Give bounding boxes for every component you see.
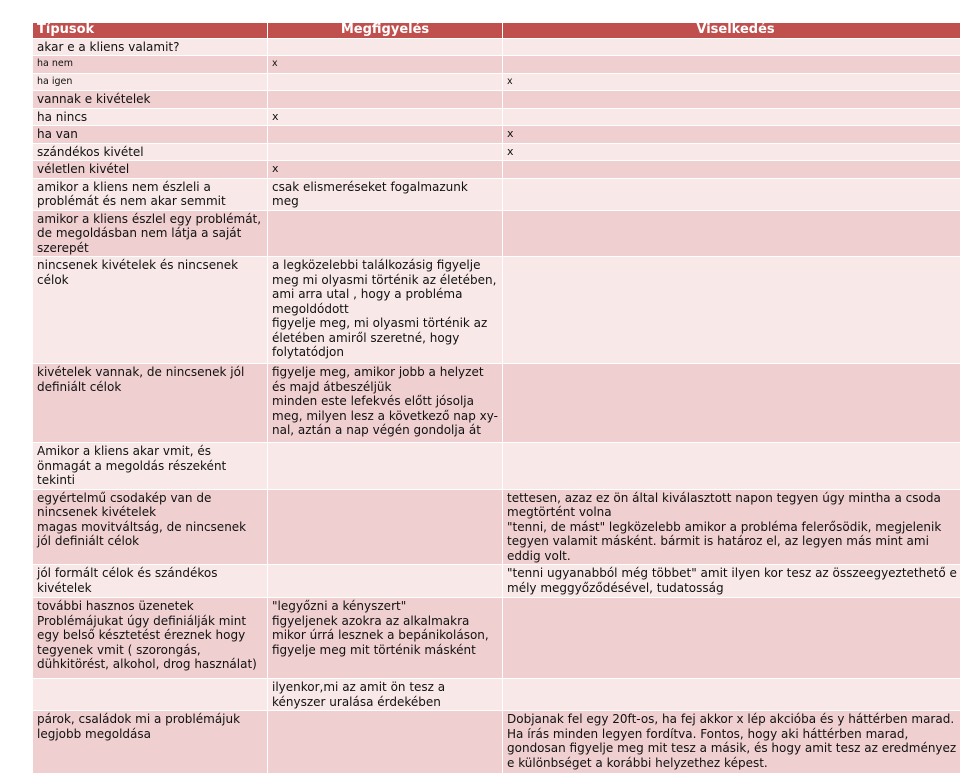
- cell-type: vannak e kivételek: [33, 91, 268, 109]
- cell-observation: [268, 38, 503, 56]
- cell-observation: ilyenkor,mi az amit ön tesz a kényszer uralása érdekében: [268, 679, 503, 711]
- cell-type: [33, 679, 268, 711]
- table-row: [33, 210, 960, 257]
- cell-type: amikor a kliens nem észleli a problémát és nem akar semmit: [33, 178, 268, 210]
- table-row: [33, 598, 960, 679]
- header-behavior: Viselkedés: [503, 23, 960, 39]
- cell-observation: x: [268, 108, 503, 126]
- cell-behavior: [503, 56, 960, 74]
- table-row: [33, 565, 960, 598]
- cell-observation: x: [268, 56, 503, 74]
- header-types: Típusok: [33, 23, 268, 39]
- cell-type: amikor a kliens észlel egy problémát, de megoldásban nem látja a saját szerepét: [33, 210, 268, 257]
- cell-behavior: [503, 91, 960, 109]
- cell-type: ha nincs: [33, 108, 268, 126]
- cell-type: további hasznos üzenetek Problémájukat úgy definiálják mint egy belső késztetést éreznek hogy tegyenek vmit ( szorongás, dühkitörést, alkohol, drog használat): [33, 598, 268, 679]
- cell-behavior: [503, 210, 960, 257]
- observation-table: [32, 22, 960, 773]
- cell-behavior: [503, 257, 960, 364]
- cell-observation: [268, 210, 503, 257]
- cell-type: ha igen: [33, 73, 268, 91]
- cell-behavior: [503, 598, 960, 679]
- table-body: [33, 23, 960, 773]
- cell-observation: a legközelebbi találkozásig figyelje meg mi olyasmi történik az életében, ami arra utal , hogy a probléma megoldódott figyelje meg, mi olyasmi történik az életében amiről szeretné, hogy folytatódjon: [268, 257, 503, 364]
- cell-behavior: Dobjanak fel egy 20ft-os, ha fej akkor x lép akcióba és y háttérben marad. Ha írás minden legyen fordítva. Fontos, hogy aki háttérben marad, gondosan figyelje meg mit tesz a másik, és hogy amit tesz az eredményez e különbséget a korábbi helyzethez képest.: [503, 711, 960, 773]
- cell-type: ha nem: [33, 56, 268, 74]
- cell-behavior: x: [503, 126, 960, 144]
- cell-behavior: [503, 679, 960, 711]
- cell-behavior: [503, 178, 960, 210]
- cell-observation: x: [268, 161, 503, 179]
- cell-observation: [268, 443, 503, 490]
- table-row: [33, 178, 960, 210]
- cell-behavior: [503, 364, 960, 443]
- cell-type: kivételek vannak, de nincsenek jól definiált célok: [33, 364, 268, 443]
- cell-type: jól formált célok és szándékos kivételek: [33, 565, 268, 598]
- cell-behavior: "tenni ugyanabból még többet" amit ilyen kor tesz az összeegyeztethető e mély meggyőződésével, tudatosság: [503, 565, 960, 598]
- header-row: [33, 23, 960, 39]
- cell-behavior: [503, 443, 960, 490]
- cell-type: egyértelmű csodakép van de nincsenek kivételek magas movitváltság, de nincsenek jól definiált célok: [33, 489, 268, 565]
- cell-observation: [268, 91, 503, 109]
- cell-type: Amikor a kliens akar vmit, és önmagát a megoldás részeként tekinti: [33, 443, 268, 490]
- cell-type: akar e a kliens valamit?: [33, 38, 268, 56]
- cell-type: szándékos kivétel: [33, 143, 268, 161]
- cell-behavior: x: [503, 73, 960, 91]
- cell-observation: figyelje meg, amikor jobb a helyzet és majd átbeszéljük minden este lefekvés előtt jósolja meg, milyen lesz a következő nap xy-nal, aztán a nap végén gondolja át: [268, 364, 503, 443]
- cell-type: párok, családok mi a problémájuk legjobb megoldása: [33, 711, 268, 773]
- cell-observation: [268, 126, 503, 144]
- cell-observation: [268, 73, 503, 91]
- table-row: [33, 143, 960, 161]
- table-row: [33, 73, 960, 91]
- cell-observation: [268, 489, 503, 565]
- table-row: [33, 257, 960, 364]
- table-row: [33, 91, 960, 109]
- table-row: [33, 679, 960, 711]
- table-row: [33, 443, 960, 490]
- table-row: [33, 126, 960, 144]
- table-row: [33, 108, 960, 126]
- table-row: [33, 711, 960, 773]
- cell-behavior: [503, 38, 960, 56]
- table-row: [33, 364, 960, 443]
- cell-observation: "legyőzni a kényszert" figyeljenek azokra az alkalmakra mikor úrrá lesznek a bepánikoláson, figyelje meg mit történik másként: [268, 598, 503, 679]
- cell-behavior: [503, 108, 960, 126]
- cell-behavior: x: [503, 143, 960, 161]
- table-row: [33, 161, 960, 179]
- cell-observation: [268, 711, 503, 773]
- cell-type: nincsenek kivételek és nincsenek célok: [33, 257, 268, 364]
- cell-behavior: [503, 161, 960, 179]
- table-row: [33, 489, 960, 565]
- table-row: [33, 38, 960, 56]
- cell-observation: [268, 565, 503, 598]
- cell-type: ha van: [33, 126, 268, 144]
- cell-behavior: tettesen, azaz ez ön által kiválasztott napon tegyen úgy mintha a csoda megtörtént volna "tenni, de mást" legközelebb amikor a probléma felerősödik, megjelenik tegyen valamit másként. bármit is határoz el, az legyen más mint ami eddig volt.: [503, 489, 960, 565]
- cell-observation: [268, 143, 503, 161]
- header-observation: Megfigyelés: [268, 23, 503, 39]
- table-row: [33, 56, 960, 74]
- cell-type: véletlen kivétel: [33, 161, 268, 179]
- cell-observation: csak elismeréseket fogalmazunk meg: [268, 178, 503, 210]
